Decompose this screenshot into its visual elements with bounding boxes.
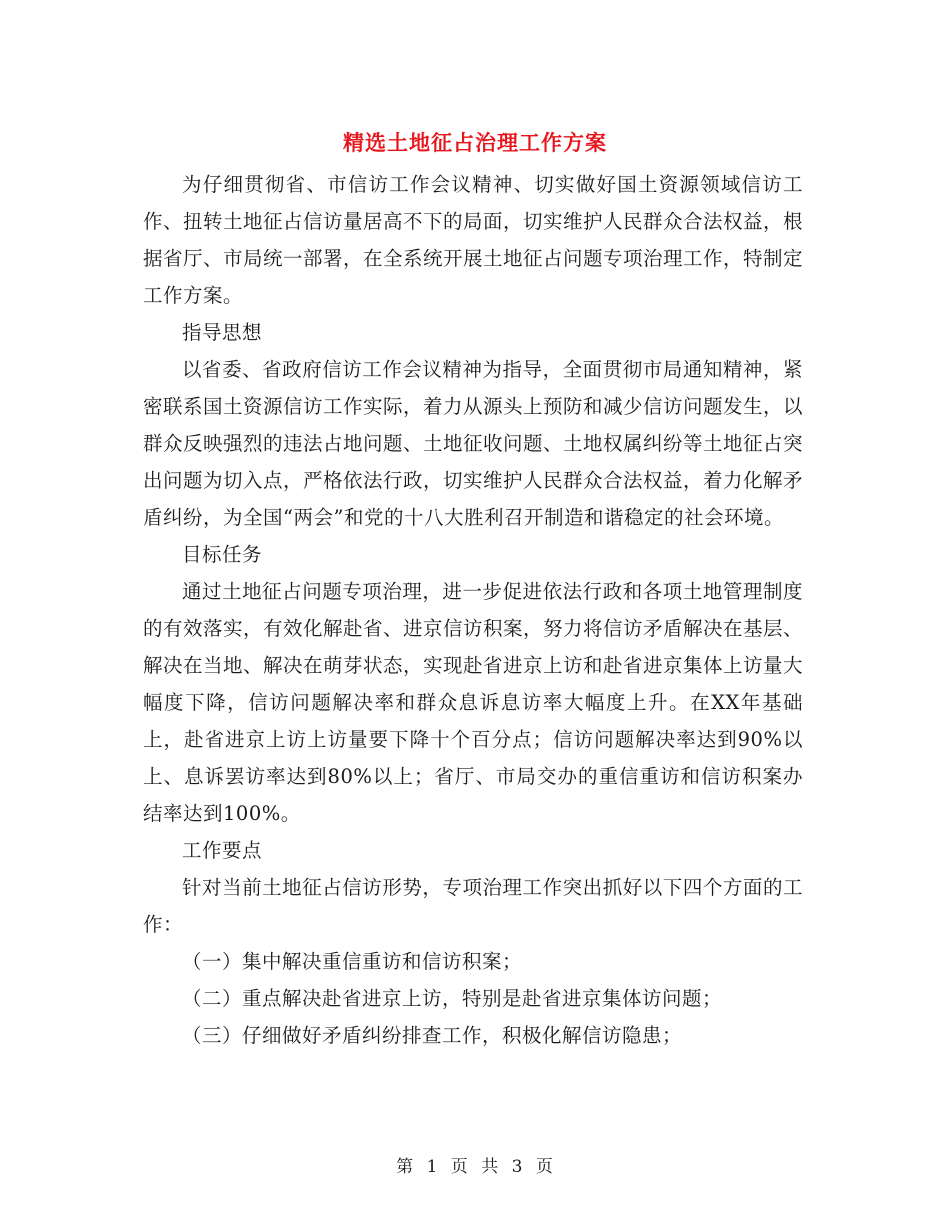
section-heading-objectives: 目标任务 xyxy=(182,543,263,566)
list-item: （二）重点解决赴省进京上访，特别是赴省进京集体访问题； xyxy=(182,987,723,1010)
section-heading-guiding-ideology: 指导思想 xyxy=(182,321,263,344)
footer-prefix: 第 xyxy=(396,1157,415,1177)
guiding-ideology-paragraph: 以省委、省政府信访工作会议精神为指导，全面贯彻市局通知精神，紧密联系国土资源信访工作实际，着力从源头上预防和减少信访问题发生，以群众反映强烈的违法占地问题、土地征收问题、土地权属纠纷等土地征占突出问题为切入点，严格依法行政，切实维护人民群众合法权益，着力化解矛盾纠纷，为全国“两会”和党的十八大胜利召开制造和谐稳定的社会环境。 xyxy=(143,358,804,529)
document-body xyxy=(143,166,803,1054)
current-page-number: 1 xyxy=(426,1157,439,1177)
footer-page-label: 页 xyxy=(450,1157,469,1177)
key-points-paragraph: 针对当前土地征占信访形势，专项治理工作突出抓好以下四个方面的工作： xyxy=(143,876,803,936)
section-heading-key-points: 工作要点 xyxy=(182,839,263,862)
objectives-paragraph: 通过土地征占问题专项治理，进一步促进依法行政和各项土地管理制度的有效落实，有效化解赴省、进京信访积案，努力将信访矛盾解决在基层、解决在当地、解决在萌芽状态，实现赴省进京上访和赴省进京集体上访量大幅度下降，信访问题解决率和群众息诉息访率大幅度上升。在XX年基础上，赴省进京上访上访量要下降十个百分点；信访问题解决率达到90%以上、息诉罢访率达到80%以上；省厅、市局交办的重信重访和信访积案办结率达到100%。 xyxy=(143,580,804,825)
intro-paragraph: 为仔细贯彻省、市信访工作会议精神、切实做好国土资源领域信访工作、扭转土地征占信访量居高不下的局面，切实维护人民群众合法权益，根据省厅、市局统一部署，在全系统开展土地征占问题专项治理工作，特制定工作方案。 xyxy=(143,173,804,307)
list-item: （三）仔细做好矛盾纠纷排查工作，积极化解信访隐患； xyxy=(182,1024,683,1047)
footer-total-label: 共 xyxy=(481,1157,500,1177)
footer-suffix: 页 xyxy=(535,1157,554,1177)
page-footer xyxy=(0,1152,950,1177)
document-title: 精选土地征占治理工作方案 xyxy=(343,130,607,156)
list-item: （一）集中解决重信重访和信访积案； xyxy=(182,950,523,973)
total-pages-number: 3 xyxy=(511,1157,524,1177)
